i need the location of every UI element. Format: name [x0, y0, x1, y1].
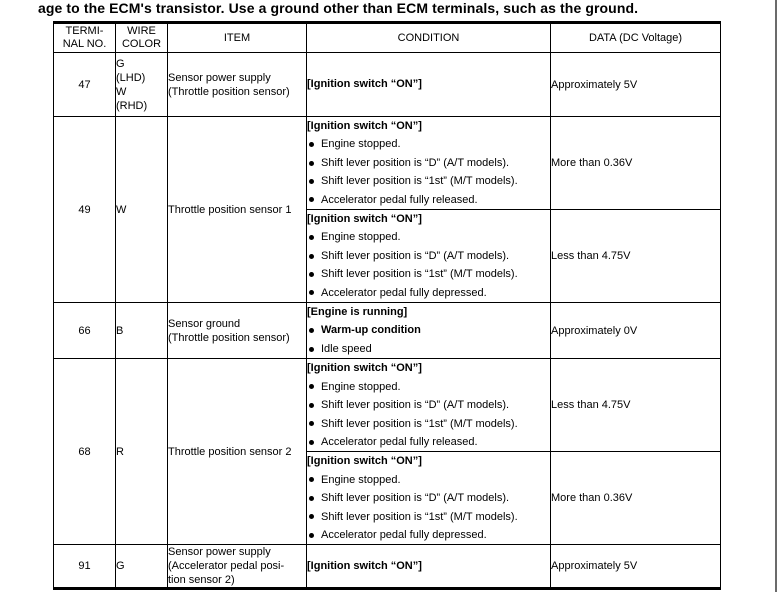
table-row: [54, 303, 721, 359]
condition-bullet-text: Engine stopped.: [321, 231, 401, 244]
bullet-icon: [309, 477, 314, 482]
condition-bullet-text: Engine stopped.: [321, 380, 401, 393]
item-cell: [168, 303, 307, 359]
condition-header: [Ignition switch “ON”]: [307, 362, 422, 375]
bullet-icon: [309, 514, 314, 519]
bullet-icon: [309, 347, 314, 352]
condition-header: [Ignition switch “ON”]: [307, 213, 422, 226]
cell-text-line: Sensor power supply: [168, 546, 271, 559]
terminal-no-cell: 49: [54, 117, 116, 303]
condition-cell: [307, 359, 551, 452]
bullet-icon: [309, 533, 314, 538]
item-cell: [168, 359, 307, 545]
cell-text-line: Sensor ground: [168, 317, 241, 330]
condition-bullet-item: [307, 321, 550, 339]
bullet-icon: [309, 290, 314, 295]
data-voltage-cell: Approximately 5V: [551, 53, 721, 117]
terminal-no-cell: 91: [54, 545, 116, 589]
table-row: [54, 53, 721, 117]
condition-cell: [307, 210, 551, 303]
condition-header: [Engine is running]: [307, 306, 408, 319]
condition-bullet-item: [307, 508, 550, 526]
condition-bullet-text: Engine stopped.: [321, 138, 401, 151]
bullet-icon: [309, 328, 314, 333]
condition-bullet-item: [307, 154, 550, 172]
cell-text-line: Throttle position sensor 2: [168, 445, 292, 458]
condition-bullet-text: Accelerator pedal fully released.: [321, 193, 478, 206]
condition-bullet-text: Shift lever position is “D” (A/T models).: [321, 156, 510, 169]
ecm-terminal-table: [53, 21, 721, 590]
cell-text-line: (RHD): [116, 99, 148, 112]
cell-text-line: (LHD): [116, 71, 146, 84]
condition-cell: [307, 303, 551, 359]
data-voltage-cell: Approximately 5V: [551, 545, 721, 589]
cell-text-line: W: [116, 203, 127, 216]
condition-cell: [307, 452, 551, 545]
col-header-condition: CONDITION: [307, 23, 551, 53]
condition-header: [Ignition switch “ON”]: [307, 120, 422, 132]
data-voltage-cell: Approximately 0V: [551, 303, 721, 359]
condition-bullet-text: Accelerator pedal fully depressed.: [321, 286, 487, 299]
condition-bullet-item: [307, 191, 550, 209]
condition-bullet-text: Shift lever position is “D” (A/T models).: [321, 249, 510, 262]
data-voltage-cell: More than 0.36V: [551, 452, 721, 545]
condition-bullet-text: Shift lever position is “D” (A/T models).: [321, 492, 510, 505]
condition-bullet-item: [307, 396, 550, 414]
page-edge-line: [775, 0, 777, 592]
table-row: [54, 359, 721, 452]
cell-text-line: G: [116, 57, 125, 70]
cell-text-line: B: [116, 324, 124, 337]
condition-bullet-item: [307, 265, 550, 283]
cell-text-line: Sensor power supply: [168, 71, 271, 84]
condition-bullet-text: Accelerator pedal fully released.: [321, 435, 478, 448]
condition-bullet-text: Idle speed: [321, 342, 372, 355]
bullet-icon: [309, 440, 314, 445]
condition-bullet-item: [307, 340, 550, 358]
condition-cell: [307, 53, 551, 117]
wire-color-cell: [116, 117, 168, 303]
data-voltage-cell: More than 0.36V: [551, 117, 721, 210]
bullet-icon: [309, 403, 314, 408]
condition-bullet-text: Warm-up condition: [321, 324, 421, 337]
condition-bullet-text: Shift lever position is “D” (A/T models).: [321, 399, 510, 412]
bullet-icon: [309, 197, 314, 202]
terminal-no-cell: 47: [54, 53, 116, 117]
condition-bullet-text: Shift lever position is “1st” (M/T models).: [321, 510, 518, 523]
cell-text-line: Throttle position sensor 1: [168, 203, 292, 216]
condition-bullet-text: Shift lever position is “1st” (M/T models).: [321, 417, 518, 430]
cell-text-line: (Throttle position sensor): [168, 331, 290, 344]
table-row: [54, 117, 721, 210]
data-voltage-cell: Less than 4.75V: [551, 359, 721, 452]
cell-text-line: W: [116, 85, 127, 98]
condition-header: [Ignition switch “ON”]: [307, 78, 422, 91]
col-header-item: ITEM: [168, 23, 307, 53]
terminal-no-cell: 66: [54, 303, 116, 359]
condition-bullet-text: Accelerator pedal fully depressed.: [321, 528, 487, 541]
table-row: [54, 545, 721, 589]
condition-bullet-item: [307, 489, 550, 507]
bullet-icon: [309, 421, 314, 426]
col-header-data: DATA (DC Voltage): [551, 23, 721, 53]
condition-bullet-item: [307, 284, 550, 302]
condition-bullet-item: [307, 433, 550, 451]
bullet-icon: [309, 235, 314, 240]
bullet-icon: [309, 272, 314, 277]
condition-bullet-item: [307, 172, 550, 190]
cell-text-line: (Throttle position sensor): [168, 85, 290, 98]
condition-bullet-text: Shift lever position is “1st” (M/T models).: [321, 175, 518, 188]
condition-cell: [307, 545, 551, 589]
condition-bullet-item: [307, 135, 550, 153]
wire-color-cell: [116, 53, 168, 117]
condition-header: [Ignition switch “ON”]: [307, 455, 422, 468]
bullet-icon: [309, 254, 314, 259]
condition-bullet-item: [307, 247, 550, 265]
condition-cell: [307, 117, 551, 210]
item-cell: [168, 117, 307, 303]
bullet-icon: [309, 142, 314, 147]
cell-text-line: (Accelerator pedal posi-: [168, 560, 285, 573]
condition-bullet-item: [307, 471, 550, 489]
condition-bullet-text: Shift lever position is “1st” (M/T models).: [321, 268, 518, 281]
wire-color-cell: [116, 359, 168, 545]
condition-bullet-item: [307, 228, 550, 246]
table-header-row: [54, 23, 721, 53]
terminal-no-cell: 68: [54, 359, 116, 545]
col-header-wire-color: WIRE COLOR: [116, 23, 168, 53]
bullet-icon: [309, 496, 314, 501]
bullet-icon: [309, 179, 314, 184]
condition-bullet-item: [307, 526, 550, 544]
condition-bullet-item: [307, 378, 550, 396]
bullet-icon: [309, 384, 314, 389]
condition-bullet-text: Engine stopped.: [321, 473, 401, 486]
condition-header: [Ignition switch “ON”]: [307, 560, 422, 573]
wire-color-cell: [116, 545, 168, 589]
cell-text-line: R: [116, 445, 124, 458]
cell-text-line: G: [116, 560, 125, 573]
intro-text: age to the ECM's transistor. Use a ground other than ECM terminals, such as the ground.: [38, 0, 639, 16]
condition-bullet-item: [307, 415, 550, 433]
item-cell: [168, 545, 307, 589]
cell-text-line: tion sensor 2): [168, 574, 235, 587]
col-header-terminal-no: TERMI- NAL NO.: [54, 23, 116, 53]
wire-color-cell: [116, 303, 168, 359]
data-voltage-cell: Less than 4.75V: [551, 210, 721, 303]
bullet-icon: [309, 161, 314, 166]
item-cell: [168, 53, 307, 117]
